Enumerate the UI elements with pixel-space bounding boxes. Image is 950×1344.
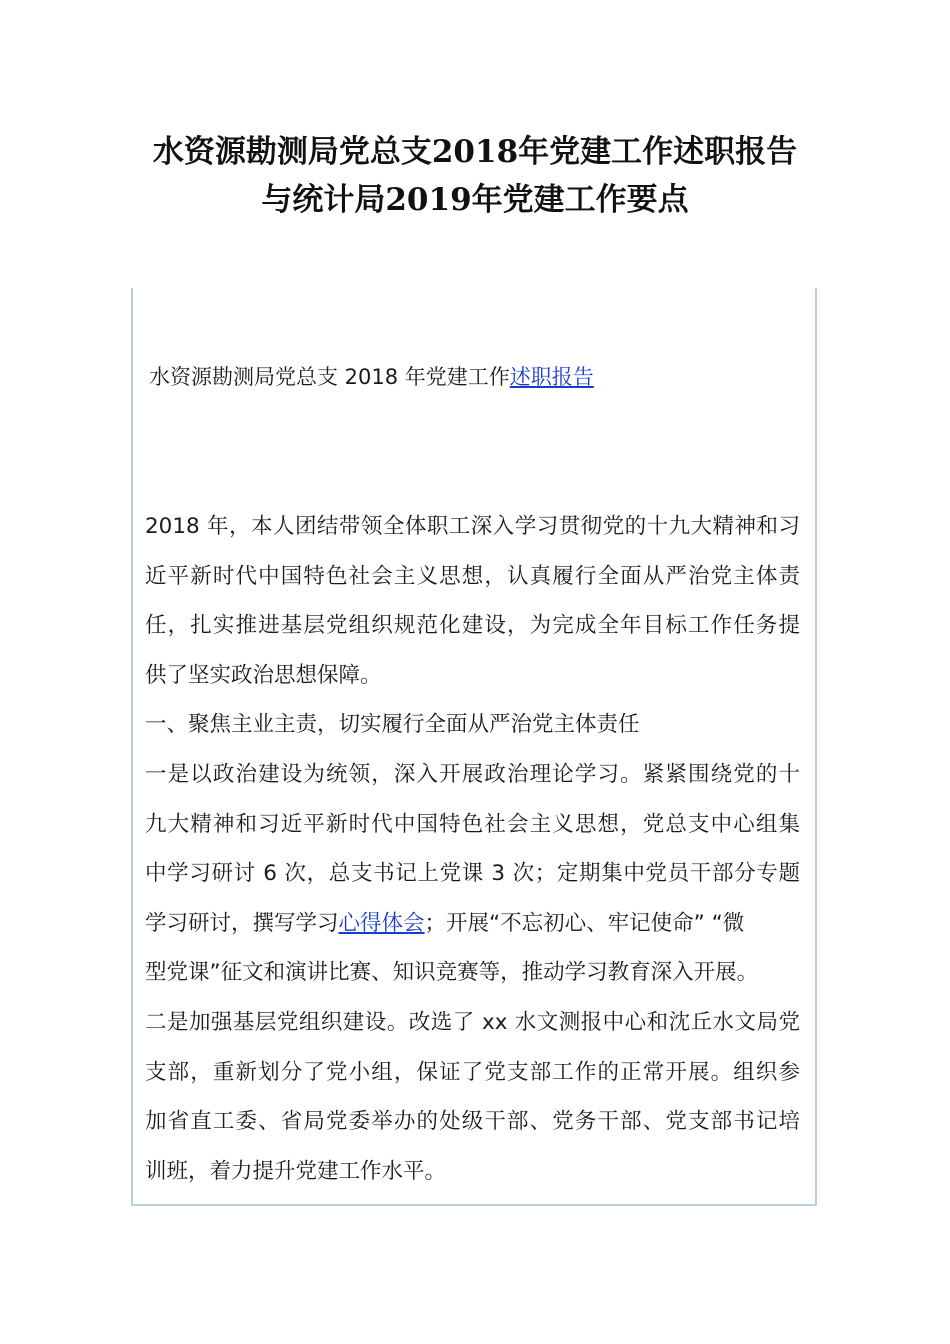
paragraph-line: 2018 年，本人团结带领全体职工深入学习贯彻党的十九大精神和习 — [145, 514, 800, 539]
document-title — [60, 128, 890, 224]
paragraph-line: 中学习研讨 6 次，总支书记上党课 3 次；定期集中党员干部分专题 — [145, 861, 800, 887]
paragraph-line: 近平新时代中国特色社会主义思想，认真履行全面从严治党主体责 — [145, 563, 800, 589]
section-subtitle — [149, 362, 594, 392]
paragraph-line: 二是加强基层党组织建设。改选了 xx 水文测报中心和沈丘水文局党 — [145, 1009, 800, 1035]
paragraph-line: 一是以政治建设为统领，深入开展政治理论学习。紧紧围绕党的十 — [145, 761, 800, 787]
report-link[interactable]: 述职报告 — [509, 365, 594, 389]
title-line-2: 与统计局2019年党建工作要点 — [261, 182, 689, 218]
paragraph-line: 供了坚实政治思想保障。 — [145, 662, 382, 688]
paragraph-line: 训班，着力提升党建工作水平。 — [145, 1158, 447, 1184]
paragraph-line: 任，扎实推进基层党组织规范化建设，为完成全年目标工作任务提 — [145, 613, 800, 639]
insight-link[interactable]: 心得体会 — [338, 910, 425, 936]
line-text: ；开展“不忘初心、牢记使命” “微 — [424, 910, 745, 936]
title-line-1: 水资源勘测局党总支2018年党建工作述职报告 — [152, 134, 798, 170]
subtitle-text: 水资源勘测局党总支 2018 年党建工作 — [149, 365, 510, 389]
paragraph-line: 九大精神和习近平新时代中国特色社会主义思想，党总支中心组集 — [145, 811, 800, 837]
line-text: 学习研讨，撰写学习 — [145, 910, 339, 936]
section-heading: 一、聚焦主业主责，切实履行全面从严治党主体责任 — [145, 712, 640, 738]
paragraph-line: 支部，重新划分了党小组，保证了党支部工作的正常开展。组织参 — [145, 1059, 800, 1085]
paragraph-line: 型党课”征文和演讲比赛、知识竞赛等，推动学习教育深入开展。 — [145, 960, 759, 986]
paragraph-line: 加省直工委、省局党委举办的处级干部、党务干部、党支部书记培 — [145, 1109, 800, 1135]
paragraph-line-with-link — [145, 899, 800, 949]
body-text — [145, 502, 800, 1196]
